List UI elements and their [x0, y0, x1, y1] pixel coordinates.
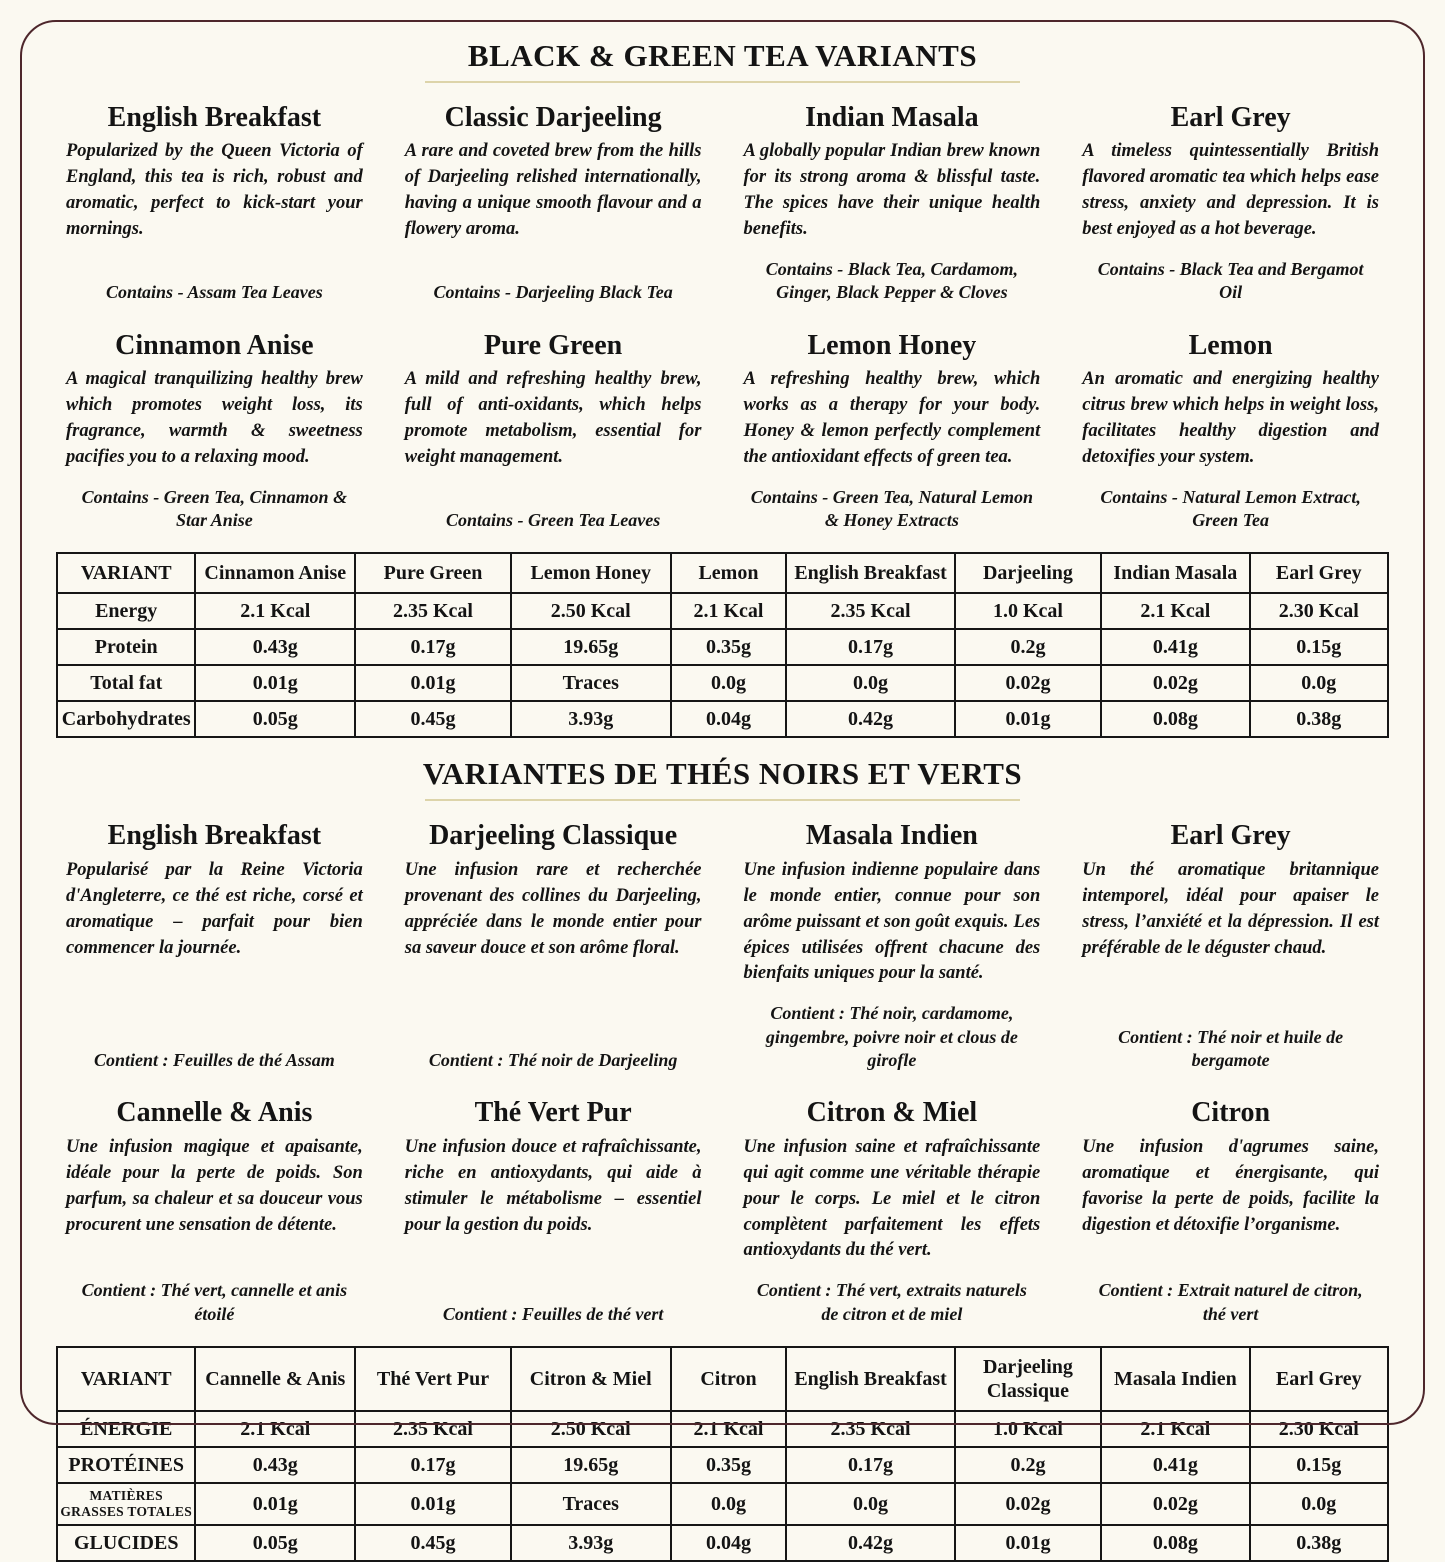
row-label: Carbohydrates — [57, 701, 195, 737]
col-header: Citron & Miel — [511, 1347, 671, 1411]
col-header: Citron — [671, 1347, 787, 1411]
nutrition-value: 0.04g — [671, 701, 787, 737]
tea-contains: Contient : Feuilles de thé Assam — [93, 1050, 335, 1071]
col-header: English Breakfast — [786, 553, 954, 593]
nutrition-value: 0.2g — [955, 629, 1101, 665]
nutrition-value: 0.15g — [1250, 629, 1388, 665]
tea-contains: Contains - Black Tea, Cardamom, Ginger, Black Pepper & Cloves — [765, 258, 1019, 303]
tea-contains: Contains - Assam Tea Leaves — [106, 282, 323, 303]
nutrition-value: 2.35 Kcal — [355, 593, 511, 629]
tea-name: English Breakfast — [107, 820, 322, 852]
tea-contains: Contient : Thé noir, cardamome, gingembre, poivre noir et clous de girofle — [765, 1003, 1018, 1071]
row-label: Protein — [57, 629, 195, 665]
nutrition-value: 0.41g — [1101, 629, 1249, 665]
tea-description: Une infusion saine et rafraîchissante qui agit comme une véritable thérapie pour le corps. Le miel et le citron complètent parfaitement les effets antioxydants du thé vert. — [743, 1136, 1041, 1261]
tea-card-lemon-honey — [744, 319, 1041, 537]
col-header: VARIANT — [57, 1347, 195, 1411]
col-header: Indian Masala — [1101, 553, 1249, 593]
col-header: Earl Grey — [1250, 1347, 1388, 1411]
tea-card-english-breakfast — [66, 91, 363, 309]
col-header: Lemon — [671, 553, 787, 593]
table-row-carbohydrates — [57, 701, 1388, 737]
nutrition-value: 0.0g — [671, 1483, 787, 1525]
tea-description: Popularized by the Queen Victoria of England, this tea is rich, robust and aromatic, perfect to kick-start your mornings. — [66, 141, 363, 240]
tea-card-cinnamon-anise — [66, 319, 363, 537]
nutrition-value: 0.04g — [671, 1525, 787, 1561]
tea-card-citron-miel — [744, 1086, 1041, 1330]
tea-name: English Breakfast — [107, 102, 322, 133]
tea-grid-en — [56, 91, 1389, 536]
nutrition-value: 0.17g — [355, 1447, 511, 1483]
nutrition-value: 0.35g — [671, 1447, 787, 1483]
nutrition-value: 0.2g — [955, 1447, 1101, 1483]
nutrition-value: 19.65g — [511, 629, 671, 665]
table-row-energie — [57, 1411, 1388, 1447]
row-label: ÉNERGIE — [57, 1411, 195, 1447]
nutrition-value: 0.45g — [355, 701, 511, 737]
table-header-row — [57, 553, 1388, 593]
tea-contains: Contains - Green Tea Leaves — [445, 510, 661, 531]
title-underline — [425, 81, 1020, 83]
tea-description: A mild and refreshing healthy brew, full of anti-oxidants, which helps promote metabolism, essential for weight management. — [404, 369, 702, 467]
nutrition-value: 0.0g — [786, 1483, 954, 1525]
nutrition-value: 0.42g — [786, 701, 954, 737]
tea-card-citron — [1082, 1086, 1379, 1330]
tea-card-english-breakfast-fr — [66, 809, 363, 1076]
col-header: English Breakfast — [786, 1347, 954, 1411]
nutrition-value: 3.93g — [511, 701, 671, 737]
table-row-total-fat — [57, 665, 1388, 701]
row-label: GLUCIDES — [57, 1525, 195, 1561]
col-header: Lemon Honey — [511, 553, 671, 593]
tea-description: Une infusion rare et recherchée provenant des collines du Darjeeling, appréciée dans le monde entier pour sa saveur douce et son arôme floral. — [404, 859, 702, 958]
col-header: Earl Grey — [1250, 553, 1388, 593]
col-header: VARIANT — [57, 553, 195, 593]
nutrition-value: 0.15g — [1250, 1447, 1388, 1483]
nutrition-value: 0.0g — [786, 665, 954, 701]
nutrition-value: 0.01g — [955, 1525, 1101, 1561]
tea-card-lemon — [1082, 319, 1379, 537]
tea-name: Earl Grey — [1170, 102, 1291, 133]
tea-contains: Contains - Natural Lemon Extract, Green Tea — [1100, 486, 1361, 531]
nutrition-value: 0.0g — [671, 665, 787, 701]
nutrition-value: 2.1 Kcal — [671, 1411, 787, 1447]
title-underline — [425, 799, 1020, 801]
nutrition-value: 0.17g — [786, 1447, 954, 1483]
table-row-protein — [57, 629, 1388, 665]
section-title-en: BLACK & GREEN TEA VARIANTS — [467, 38, 978, 73]
tea-description: Un thé aromatique britannique intemporel, idéal pour apaiser le stress, l’anxiété et la dépression. Il est préférable de le déguster chaud. — [1082, 859, 1379, 958]
section-title-fr: VARIANTES DE THÉS NOIRS ET VERTS — [422, 756, 1023, 792]
nutrition-value: 2.35 Kcal — [786, 593, 954, 629]
tea-contains: Contains - Black Tea and Bergamot Oil — [1097, 258, 1364, 303]
tea-card-masala-indien — [744, 809, 1041, 1076]
table-row-glucides — [57, 1525, 1388, 1561]
tea-description: A refreshing healthy brew, which works as a therapy for your body. Honey & lemon perfectly complement the antioxidant effects of green tea. — [743, 369, 1041, 467]
tea-description: A rare and coveted brew from the hills of Darjeeling relished internationally, having a unique smooth flavour and a flowery aroma. — [404, 141, 702, 240]
nutrition-value: 0.0g — [1250, 1483, 1388, 1525]
row-label: Energy — [57, 593, 195, 629]
nutrition-value: 0.01g — [195, 665, 355, 701]
section-english — [56, 38, 1389, 738]
tea-description: A magical tranquilizing healthy brew which promotes weight loss, its fragrance, warmth & sweetness pacifies you to a relaxing mood. — [66, 369, 363, 467]
tea-card-the-vert-pur — [405, 1086, 702, 1330]
tea-card-earl-grey — [1082, 91, 1379, 309]
tea-name: Classic Darjeeling — [444, 102, 662, 133]
tea-card-indian-masala — [744, 91, 1041, 309]
tea-name: Cannelle & Anis — [116, 1097, 313, 1129]
table-header-row — [57, 1347, 1388, 1411]
nutrition-table-en — [56, 552, 1389, 738]
tea-name: Thé Vert Pur — [474, 1097, 632, 1129]
nutrition-value: 2.30 Kcal — [1250, 593, 1388, 629]
nutrition-value: 0.01g — [195, 1483, 355, 1525]
tea-name: Pure Green — [484, 329, 623, 361]
row-label: MATIÈRES GRASSES TOTALES — [57, 1483, 195, 1525]
tea-name: Earl Grey — [1170, 820, 1291, 852]
tea-description: Une infusion indienne populaire dans le monde entier, connue pour son arôme puissant et son goût exquis. Les épices utilisées offrent chacune des bienfaits uniques pour la santé. — [743, 859, 1041, 984]
nutrition-value: 0.43g — [195, 1447, 355, 1483]
col-header: Darjeeling — [955, 553, 1101, 593]
nutrition-value: 0.0g — [1250, 665, 1388, 701]
tea-name: Citron & Miel — [806, 1097, 978, 1129]
tea-name: Darjeeling Classique — [429, 820, 678, 852]
tea-card-earl-grey-fr — [1082, 809, 1379, 1076]
tea-contains: Contient : Thé vert, cannelle et anis étoilé — [81, 1280, 348, 1324]
nutrition-value: Traces — [511, 665, 671, 701]
tea-name: Lemon — [1188, 329, 1273, 361]
tea-card-pure-green — [405, 319, 702, 537]
tea-grid-fr — [56, 809, 1389, 1330]
nutrition-value: 1.0 Kcal — [955, 593, 1101, 629]
nutrition-value: 2.35 Kcal — [355, 1411, 511, 1447]
col-header: Cinnamon Anise — [195, 553, 355, 593]
nutrition-value: 0.42g — [786, 1525, 954, 1561]
nutrition-value: 2.1 Kcal — [1101, 593, 1249, 629]
tea-contains: Contains - Green Tea, Cinnamon & Star Anise — [81, 486, 348, 531]
nutrition-value: 2.30 Kcal — [1250, 1411, 1388, 1447]
nutrition-value: 0.41g — [1101, 1447, 1249, 1483]
nutrition-value: 0.01g — [955, 701, 1101, 737]
tea-description: A globally popular Indian brew known for its strong aroma & blissful taste. The spices have their unique health benefits. — [743, 141, 1041, 240]
table-row-matieres-grasses — [57, 1483, 1388, 1525]
tea-contains: Contient : Thé noir de Darjeeling — [428, 1050, 678, 1071]
nutrition-value: 0.35g — [671, 629, 787, 665]
nutrition-value: 0.08g — [1101, 1525, 1249, 1561]
tea-card-darjeeling-classique — [405, 809, 702, 1076]
col-header: Darjeeling Classique — [955, 1347, 1101, 1411]
nutrition-value: 0.17g — [786, 629, 954, 665]
tea-name: Indian Masala — [805, 102, 979, 133]
tea-contains: Contains - Darjeeling Black Tea — [433, 282, 673, 303]
tea-name: Lemon Honey — [807, 329, 977, 361]
nutrition-table-fr — [56, 1346, 1389, 1562]
table-row-energy — [57, 593, 1388, 629]
tea-name: Cinnamon Anise — [115, 329, 314, 361]
tea-contains: Contains - Green Tea, Natural Lemon & Honey Extracts — [750, 486, 1034, 531]
tea-contains: Contient : Thé vert, extraits naturels de citron et de miel — [756, 1280, 1027, 1324]
nutrition-value: 0.05g — [195, 701, 355, 737]
nutrition-value: 0.02g — [1101, 1483, 1249, 1525]
nutrition-value: 0.38g — [1250, 701, 1388, 737]
nutrition-value: 2.1 Kcal — [195, 1411, 355, 1447]
tea-contains: Contient : Feuilles de thé vert — [442, 1303, 664, 1324]
tea-description: A timeless quintessentially British flavored aromatic tea which helps ease stress, anxiety and depression. It is best enjoyed as a hot beverage. — [1082, 141, 1379, 240]
nutrition-value: 0.02g — [955, 665, 1101, 701]
nutrition-value: 2.35 Kcal — [786, 1411, 954, 1447]
nutrition-value: 0.38g — [1250, 1525, 1388, 1561]
col-header: Thé Vert Pur — [355, 1347, 511, 1411]
nutrition-value: 3.93g — [511, 1525, 671, 1561]
nutrition-value: 2.50 Kcal — [511, 593, 671, 629]
nutrition-value: 19.65g — [511, 1447, 671, 1483]
nutrition-value: 0.02g — [1101, 665, 1249, 701]
tea-contains: Contient : Extrait naturel de citron, thé vert — [1098, 1280, 1363, 1324]
tea-description: Une infusion magique et apaisante, idéale pour la perte de poids. Son parfum, sa chaleur et sa douceur vous procurent une sensation de détente. — [66, 1136, 363, 1235]
nutrition-value: 2.1 Kcal — [195, 593, 355, 629]
tea-card-cannelle-anis — [66, 1086, 363, 1330]
tea-description: Une infusion douce et rafraîchissante, riche en antioxydants, qui aide à stimuler le métabolisme – essentiel pour la gestion du poids. — [404, 1136, 702, 1235]
tea-description: Popularisé par la Reine Victoria d'Angleterre, ce thé est riche, corsé et aromatique – parfait pour bien commencer la journée. — [66, 859, 363, 958]
nutrition-value: Traces — [511, 1483, 671, 1525]
col-header: Cannelle & Anis — [195, 1347, 355, 1411]
nutrition-value: 0.08g — [1101, 701, 1249, 737]
tea-description: Une infusion d'agrumes saine, aromatique et énergisante, qui favorise la perte de poids, facilite la digestion et détoxifie l’organisme. — [1082, 1136, 1379, 1235]
nutrition-value: 0.43g — [195, 629, 355, 665]
nutrition-value: 0.02g — [955, 1483, 1101, 1525]
tea-description: An aromatic and energizing healthy citrus brew which helps in weight loss, facilitates healthy digestion and detoxifies your system. — [1082, 369, 1379, 467]
nutrition-value: 2.1 Kcal — [1101, 1411, 1249, 1447]
tea-contains: Contient : Thé noir et huile de bergamote — [1118, 1026, 1344, 1071]
nutrition-value: 0.01g — [355, 665, 511, 701]
table-row-proteines — [57, 1447, 1388, 1483]
nutrition-value: 0.05g — [195, 1525, 355, 1561]
nutrition-value: 0.17g — [355, 629, 511, 665]
section-french — [56, 756, 1389, 1562]
nutrition-value: 0.01g — [355, 1483, 511, 1525]
col-header: Pure Green — [355, 553, 511, 593]
row-label: Total fat — [57, 665, 195, 701]
row-label: PROTÉINES — [57, 1447, 195, 1483]
tea-name: Masala Indien — [805, 820, 978, 852]
nutrition-value: 1.0 Kcal — [955, 1411, 1101, 1447]
tea-card-classic-darjeeling — [405, 91, 702, 309]
tea-name: Citron — [1191, 1097, 1271, 1129]
nutrition-value: 2.50 Kcal — [511, 1411, 671, 1447]
nutrition-value: 0.45g — [355, 1525, 511, 1561]
col-header: Masala Indien — [1101, 1347, 1249, 1411]
nutrition-value: 2.1 Kcal — [671, 593, 787, 629]
